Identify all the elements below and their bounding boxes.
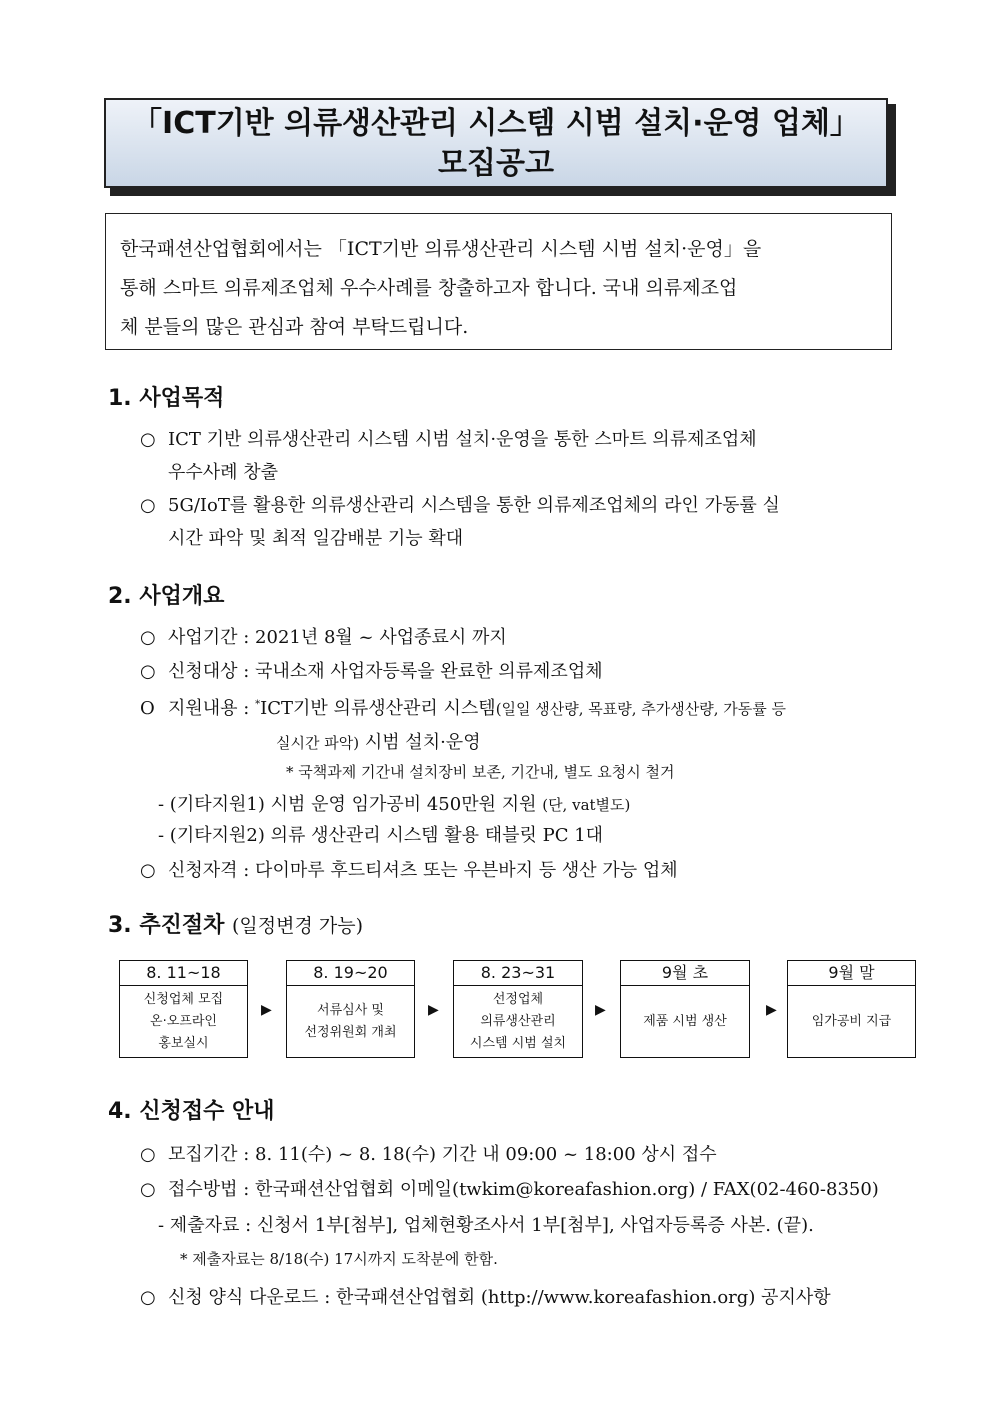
s4-download-text: 신청 양식 다운로드 : 한국패션산업협회 (http://www.koreafashion.org) 공지사항 xyxy=(168,1287,831,1308)
s1-bullet-2 xyxy=(140,491,780,517)
bullet-icon: ○ xyxy=(140,627,156,648)
s2-period-text: 사업기간 : 2021년 8월 ~ 사업종료시 까지 xyxy=(168,627,507,648)
flow-step-2-l2: 선정위원회 개최 xyxy=(304,1024,397,1040)
flow-step-5-body xyxy=(787,986,916,1058)
s2-extra-1-small: (단, vat별도) xyxy=(542,796,631,814)
flow-arrow-icon: ▶ xyxy=(428,1002,439,1018)
s2-qual-text: 신청자격 : 다이마루 후드티셔츠 또는 우븐바지 등 생산 가능 업체 xyxy=(168,860,678,881)
s4-download xyxy=(140,1283,831,1309)
flow-step-1-l3: 홍보실시 xyxy=(158,1035,209,1051)
s1-b1-text: ICT 기반 의류생산관리 시스템 시범 설치·운영을 통한 스마트 의류제조업체 xyxy=(168,429,757,450)
bullet-icon: O xyxy=(140,698,155,719)
s4-period xyxy=(140,1140,717,1166)
s1-bullet-1 xyxy=(140,425,757,451)
s2-note: * 국책과제 기간내 설치장비 보존, 기간내, 별도 요청시 철거 xyxy=(286,763,675,781)
bullet-icon: ○ xyxy=(140,495,156,516)
s2-target xyxy=(140,657,603,683)
s2-support-label: 지원내용 : xyxy=(168,698,250,719)
s4-method xyxy=(140,1175,879,1201)
s2-support-cont xyxy=(276,728,481,754)
s2-period xyxy=(140,623,507,649)
flow-arrow-icon: ▶ xyxy=(595,1002,606,1018)
flow-step-3-date: 8. 23~31 xyxy=(453,960,583,986)
section-3-heading xyxy=(108,908,363,939)
s4-docs: - 제출자료 : 신청서 1부[첨부], 업체현황조사서 1부[첨부], 사업자등록증 사본. (끝). xyxy=(158,1215,814,1236)
bullet-icon: ○ xyxy=(140,1179,156,1200)
s1-bullet-1-cont: 우수사례 창출 xyxy=(168,462,279,483)
bullet-icon: ○ xyxy=(140,1287,156,1308)
title-box xyxy=(104,98,888,188)
section-1-heading: 1. 사업목적 xyxy=(108,386,225,411)
flow-arrow-icon: ▶ xyxy=(766,1002,777,1018)
flow-step-4-l1: 제품 시범 생산 xyxy=(643,1013,727,1029)
flow-step-2-date: 8. 19~20 xyxy=(286,960,415,986)
s2-extra-2: - (기타지원2) 의류 생산관리 시스템 활용 태블릿 PC 1대 xyxy=(158,825,604,846)
bullet-icon: ○ xyxy=(140,661,156,682)
s4-method-text: 접수방법 : 한국패션산업협회 이메일(twkim@koreafashion.org) / FAX(02-460-8350) xyxy=(168,1179,879,1200)
s2-support-a-small: (일일 생산량, 목표량, 추가생산량, 가동률 등 xyxy=(495,700,787,718)
s2-support-star: * xyxy=(255,699,261,710)
section-3-title: 3. 추진절차 xyxy=(108,913,225,938)
s4-period-text: 모집기간 : 8. 11(수) ~ 8. 18(수) 기간 내 09:00 ~ 18:00 상시 접수 xyxy=(168,1144,717,1165)
bullet-icon: ○ xyxy=(140,1144,156,1165)
title-banner xyxy=(104,98,896,195)
s2-support-a: ICT기반 의류생산관리 시스템 xyxy=(260,698,496,719)
flow-step-2-body xyxy=(286,986,415,1058)
flow-step-3-l1: 선정업체 xyxy=(492,991,544,1007)
flow-step-1-l1: 신청업체 모집 xyxy=(143,991,224,1007)
flow-step-2-l1: 서류심사 및 xyxy=(317,1002,384,1018)
s1-b2-text: 5G/IoT를 활용한 의류생산관리 시스템을 통한 의류제조업체의 라인 가동률 실 xyxy=(168,495,780,516)
section-2-heading: 2. 사업개요 xyxy=(108,584,225,609)
s2-extra-1 xyxy=(158,790,630,816)
title-line-2: 모집공고 xyxy=(438,146,554,181)
s2-support-b: 시범 설치·운영 xyxy=(364,732,481,753)
s1-bullet-2-cont: 시간 파악 및 최적 일감배분 기능 확대 xyxy=(168,528,464,549)
flow-step-1-l2: 온·오프라인 xyxy=(150,1013,217,1029)
title-line-1: 「ICT기반 의류생산관리 시스템 시범 설치·운영 업체」 xyxy=(132,106,860,141)
intro-box xyxy=(105,213,892,350)
flow-step-5-date: 9월 말 xyxy=(787,960,916,986)
flow-step-1-body xyxy=(119,986,248,1058)
flow-step-3-body xyxy=(453,986,583,1058)
s2-support xyxy=(140,694,786,720)
flow-step-4-date: 9월 초 xyxy=(620,960,750,986)
s2-target-text: 신청대상 : 국내소재 사업자등록을 완료한 의류제조업체 xyxy=(168,661,603,682)
s2-support-b-small: 실시간 파악) xyxy=(276,734,360,752)
s2-extra-1-text: - (기타지원1) 시범 운영 임가공비 450만원 지원 xyxy=(158,794,537,815)
bullet-icon: ○ xyxy=(140,429,156,450)
intro-line-1: 한국패션산업협회에서는 「ICT기반 의류생산관리 시스템 시범 설치·운영」을 xyxy=(120,238,762,260)
flow-step-4-body xyxy=(620,986,750,1058)
flow-step-1-date: 8. 11~18 xyxy=(119,960,248,986)
flow-step-5-l1: 임가공비 지급 xyxy=(811,1013,892,1029)
intro-line-2: 통해 스마트 의류제조업체 우수사례를 창출하고자 합니다. 국내 의류제조업 xyxy=(120,277,738,299)
intro-line-3: 체 분들의 많은 관심과 참여 부탁드립니다. xyxy=(120,316,469,338)
s4-docs-note: * 제출자료는 8/18(수) 17시까지 도착분에 한함. xyxy=(180,1250,498,1268)
section-4-heading: 4. 신청접수 안내 xyxy=(108,1099,275,1124)
flow-step-3-l2: 의류생산관리 xyxy=(480,1013,556,1029)
s2-qual xyxy=(140,856,678,882)
section-3-note: (일정변경 가능) xyxy=(232,915,364,937)
flow-step-3-l3: 시스템 시범 설치 xyxy=(469,1035,567,1051)
flow-arrow-icon: ▶ xyxy=(261,1002,272,1018)
bullet-icon: ○ xyxy=(140,860,156,881)
